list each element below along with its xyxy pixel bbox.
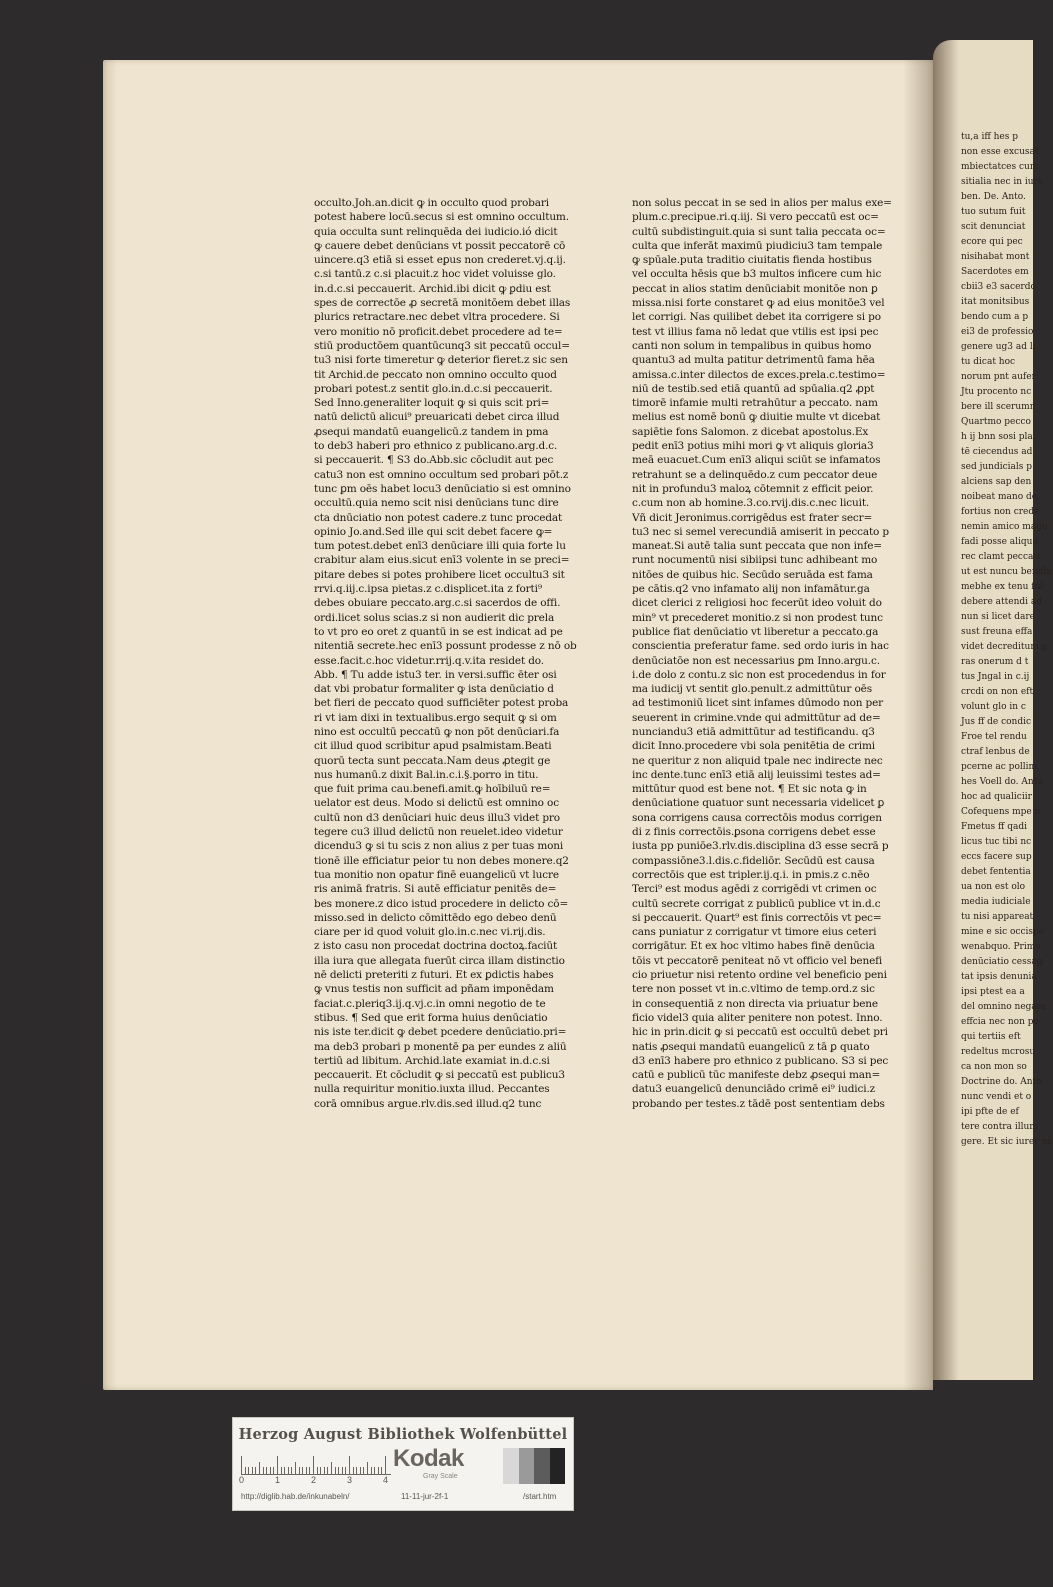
facing-page-line: itat monitsibus bbox=[961, 297, 1030, 307]
text-line: cio priuetur nisi retento ordine vel beneficio peni bbox=[632, 969, 887, 982]
facing-page-line: alciens sap den bbox=[961, 477, 1032, 487]
library-name: Herzog August Bibliothek Wolfenbüttel bbox=[238, 1426, 568, 1443]
text-line: faciat.c.pleriq3.ij.q.vj.c.in omni negotio de te bbox=[314, 997, 546, 1010]
gray-patch bbox=[550, 1448, 566, 1484]
ruler-tick bbox=[338, 1467, 339, 1474]
text-line: plurics retractare.nec debet vltra procedere. Si bbox=[314, 311, 560, 324]
facing-page-line: cbii3 e3 sacerdo bbox=[961, 282, 1036, 292]
text-line: natis ꝓsequi mandatū euangelicū z tā ꝑ quato bbox=[632, 1040, 870, 1053]
facing-page-line: tuo sutum fuit bbox=[961, 207, 1026, 217]
ruler-tick bbox=[263, 1467, 264, 1474]
ruler-tick bbox=[320, 1467, 321, 1474]
text-line: natū delictū alicui⁹ preuaricati debet circa illud bbox=[314, 411, 560, 424]
facing-page-line: ei3 de professio bbox=[961, 327, 1034, 337]
ruler-tick bbox=[324, 1467, 325, 1474]
ruler-number: 4 bbox=[383, 1475, 389, 1485]
text-line: nino est occultū peccatū ꝙ non pōt denūciari.fa bbox=[314, 725, 560, 738]
text-line: c.cum non ab homine.3.co.rvij.dis.c.nec licuit. bbox=[632, 497, 870, 510]
text-line: pe cātis.q2 vno infamato alij non infamātur.ga bbox=[632, 583, 870, 596]
text-line: ꝙ cauere debet denūcians vt possit peccatorē cō bbox=[314, 239, 566, 252]
ruler-tick bbox=[353, 1467, 354, 1474]
facing-page-line: videt decreditum g bbox=[961, 642, 1048, 652]
text-line: bes monere.z dico istud procedere in delicto cō= bbox=[314, 897, 569, 910]
text-line: mittūtur quod est bene not. ¶ Et sic nota ꝙ in bbox=[632, 783, 867, 796]
facing-page-line: Jtu procento nc bbox=[961, 387, 1032, 397]
text-line: misso.sed in delicto cōmittēdo ego debeo denū bbox=[314, 911, 557, 924]
text-line: quorū tecta sunt peccata.Nam deus ꝓtegit ge bbox=[314, 754, 551, 767]
text-line: retrahunt se a delinquēdo.z cum peccator deue bbox=[632, 468, 878, 481]
ruler-tick bbox=[252, 1467, 253, 1474]
text-line: stiū productōem quantūcunq3 sit peccatū occul= bbox=[314, 339, 570, 352]
facing-page-line: ras onerum d t bbox=[961, 657, 1029, 667]
ruler-tick bbox=[248, 1467, 249, 1474]
text-line: di z finis correctōis.ꝑsona corrigens debet esse bbox=[632, 826, 876, 839]
text-line: cultū secrete corrigat z publicū publice vt in.d.c bbox=[632, 897, 881, 910]
text-line: cultū subdistinguit.quia si sunt talia peccata oc= bbox=[632, 225, 886, 238]
facing-page-line: fortius non crede bbox=[961, 507, 1040, 517]
text-line: nunciandu3 etiā admittūtur ad testificandu. q3 bbox=[632, 725, 875, 738]
facing-page-line: del omnino negare bbox=[961, 1002, 1047, 1012]
text-line: tionē ille efficiatur peior tu non debes monere.q2 bbox=[314, 854, 569, 867]
ruler-tick bbox=[345, 1467, 346, 1474]
facing-page-line: ben. De. Anto. bbox=[961, 192, 1026, 202]
facing-page-line: sust freuna effa bbox=[961, 627, 1033, 637]
ruler-tick bbox=[266, 1467, 267, 1474]
text-line: crabitur alam eius.sicut enī3 volente in se preci= bbox=[314, 554, 570, 567]
facing-page-line: bendo cum a p bbox=[961, 312, 1029, 322]
text-line: uincere.q3 etiā si esset eꝑus non crederet.vj.q.ij. bbox=[314, 254, 566, 267]
facing-page-line: Fmetus ff qadi bbox=[961, 822, 1028, 832]
ruler-tick bbox=[270, 1467, 271, 1474]
text-line: ri vt iam dixi in textualibus.ergo sequit ꝙ si om bbox=[314, 711, 557, 724]
facing-page-line: noibeat mano de bbox=[961, 492, 1038, 502]
facing-page-line: h ij bnn sosi pla bbox=[961, 432, 1033, 442]
text-line: vel occulta hēsis que b3 multos inficere cum hic bbox=[632, 268, 882, 281]
ruler-tick bbox=[342, 1467, 343, 1474]
text-line: peccauerit. Et cōcludit ꝙ si peccatū est publicu3 bbox=[314, 1069, 565, 1082]
text-line: cultū non d3 denūciari huic deus illu3 videt pro bbox=[314, 811, 560, 824]
text-line: runt nocumentū nisi sibiipsi tunc adhibeant mo bbox=[632, 554, 878, 567]
facing-page-line: sitialia nec in iure bbox=[961, 177, 1044, 187]
ruler-tick bbox=[259, 1462, 260, 1474]
text-line: probari potest.z sentit glo.in.d.c.si peccauerit. bbox=[314, 382, 553, 395]
text-line: dat vbi probatur formaliter ꝙ ista denūciatio d bbox=[314, 683, 554, 696]
facing-page-line: ipsi ptest ea a bbox=[961, 987, 1025, 997]
text-line: tua monitio non opatur finē euangelicū vt lucre bbox=[314, 868, 559, 881]
text-line: si peccauerit. Quart⁹ est finis correctōis vt pec= bbox=[632, 911, 882, 924]
facing-page-line: hes Voell do. Anto. bbox=[961, 777, 1046, 787]
text-line: tit Archid.de peccato non omnino occulto quod bbox=[314, 368, 557, 381]
ruler-tick bbox=[335, 1467, 336, 1474]
text-line: ad testimoniū licet sint infames dūmodo non per bbox=[632, 697, 884, 710]
shelfmark: 11-11-jur-2f-1 bbox=[401, 1492, 449, 1501]
text-line: tum potest.debet enī3 denūciare illi quia forte lu bbox=[314, 540, 566, 553]
facing-page-line: crcdi on non eft bbox=[961, 687, 1034, 697]
ruler-tick bbox=[349, 1456, 350, 1474]
facing-page-line: tere contra illum bbox=[961, 1122, 1038, 1132]
text-line: tu3 nisi forte timeretur ꝙ deterior fieret.z sic sen bbox=[314, 354, 568, 367]
ruler-number: 2 bbox=[311, 1475, 317, 1485]
facing-page-line: effcia nec non po bbox=[961, 1017, 1039, 1027]
gray-scale-label: Gray Scale bbox=[423, 1473, 458, 1480]
text-line: Terci⁹ est modus agēdi z corrigēdi vt crimen oc bbox=[632, 883, 877, 896]
ruler-tick bbox=[281, 1467, 282, 1474]
ruler-tick bbox=[284, 1467, 285, 1474]
text-line: Abb. ¶ Tu adde istu3 ter. in versi.suffic ēter osi bbox=[314, 668, 557, 681]
text-line: z isto casu non procedat doctrina doctoꝝ.faciūt bbox=[314, 940, 558, 953]
facing-page-line: tat ipsis denunia bbox=[961, 972, 1037, 982]
text-line: corā omnibus argue.rlv.dis.sed illud.q2 tunc bbox=[314, 1097, 542, 1110]
text-line: dicendu3 ꝙ si tu scis z non alius z per tuas moni bbox=[314, 840, 564, 853]
facing-page-line: ua non est olo bbox=[961, 882, 1026, 892]
text-line: probando per testes.z tādē post sententiam debs bbox=[632, 1097, 885, 1110]
text-line: tunc ꝑm oēs habet locu3 denūciatio si est omnino bbox=[314, 482, 571, 495]
start-file[interactable]: /start.htm bbox=[523, 1492, 557, 1501]
ruler-tick bbox=[255, 1467, 256, 1474]
facing-page-line: genere ug3 ad li bbox=[961, 342, 1036, 352]
text-line: conscientia preferatur fame. sed ordo iuris in hac bbox=[632, 640, 889, 653]
ruler-tick bbox=[378, 1467, 379, 1474]
text-line: illa iura que allegata fuerūt circa illam distinctio bbox=[314, 954, 565, 967]
ruler-tick bbox=[291, 1467, 292, 1474]
facing-page-text bbox=[961, 130, 1053, 1170]
ruler-tick bbox=[309, 1467, 310, 1474]
text-line: tertiū ad libitum. Archid.late examiat in.d.c.si bbox=[314, 1054, 550, 1067]
facing-page-line: nisihabat mont bbox=[961, 252, 1030, 262]
left-text-column bbox=[314, 196, 576, 1136]
text-line: cit illud quod scribitur apud psalmistam.Beati bbox=[314, 740, 552, 753]
text-line: ꝓsequi mandatū euangelicū.z tandem in pma bbox=[314, 425, 549, 438]
text-line: ma deb3 probari p monentē ꝑa per eundes z aliū bbox=[314, 1040, 567, 1053]
text-line: esse.facit.c.hoc videtur.rrij.q.v.ita residet do. bbox=[314, 654, 544, 667]
ruler-tick bbox=[288, 1467, 289, 1474]
ruler-numbers bbox=[241, 1475, 391, 1487]
facing-page bbox=[933, 40, 1053, 1380]
ruler-tick bbox=[367, 1462, 368, 1474]
text-line: nit in profundu3 maloꝝ cōtemnit z efficit peior. bbox=[632, 482, 874, 495]
text-line: bet fieri de peccato quod sufficiēter potest proba bbox=[314, 697, 569, 710]
facing-page-line: tu dicat hoc bbox=[961, 357, 1016, 367]
ruler-tick bbox=[295, 1462, 296, 1474]
facing-page-line: ctraf lenbus de bbox=[961, 747, 1030, 757]
facing-page-line: Sacerdotes em bbox=[961, 267, 1029, 277]
text-line: corrigātur. Et ex hoc vltimo habes finē denūcia bbox=[632, 940, 875, 953]
card-footer bbox=[233, 1492, 573, 1506]
text-line: correctōis que est tripler.ij.q.i. in pmis.z c.nēo bbox=[632, 868, 870, 881]
text-line: to deb3 haberi pro ethnico z publicano.arg.d.c. bbox=[314, 440, 558, 453]
text-line: cta dnūciatio non potest cadere.z tunc procedat bbox=[314, 511, 563, 524]
gray-patch bbox=[519, 1448, 535, 1484]
scan-target-card bbox=[232, 1417, 574, 1511]
text-line: opinio Jo.and.Sed ille qui scit debet facere ꝙ= bbox=[314, 525, 553, 538]
facing-page-line: fadi posse aliquo bbox=[961, 537, 1038, 547]
text-line: nitentiā secrete.hec enī3 possunt prodesse z nō ob bbox=[314, 640, 577, 653]
text-line: occultū.quia nemo scit nisi denūcians tunc dire bbox=[314, 497, 559, 510]
text-line: catu3 non est omnino occultum sed probari pōt.z bbox=[314, 468, 569, 481]
ruler-scale bbox=[241, 1448, 391, 1475]
facing-page-line: nemin amico magu bbox=[961, 522, 1048, 532]
text-line: catū e publicū tūc manifeste debz ꝓsequi man= bbox=[632, 1069, 881, 1082]
text-line: ordi.licet solus scias.z si non audierit dic prela bbox=[314, 611, 555, 624]
text-line: iusta pp puniōe3.rlv.dis.disciplina d3 esse secrā p bbox=[632, 840, 889, 853]
facing-page-line: mine e sic occispe bbox=[961, 927, 1045, 937]
facing-page-line: ecore qui pec bbox=[961, 237, 1023, 247]
text-line: c.si tantū.z c.si placuit.z hoc videt voluisse glo. bbox=[314, 268, 556, 281]
facing-page-line: ut est nuncu benifin bbox=[961, 567, 1053, 577]
facing-page-line: denūciatio cessag bbox=[961, 957, 1043, 967]
text-line: Sed Inno.generaliter loquit ꝙ si quis scit pri= bbox=[314, 397, 550, 410]
text-line: nitōes de quibus hic. Secūdo seruāda est fama bbox=[632, 568, 873, 581]
text-line: canti non solum in tempalibus in quibus homo bbox=[632, 339, 872, 352]
text-line: denūciatione quatuor sunt necessaria videlicet ꝑ bbox=[632, 797, 885, 810]
facing-page-line: nun si licet dare bbox=[961, 612, 1035, 622]
text-line: potest habere locū.secus si est omnino occultum. bbox=[314, 211, 569, 224]
text-line: hic in prin.dicit ꝙ si peccatū est occultū debet pri bbox=[632, 1026, 888, 1039]
facing-page-line: bere ill scerumn bbox=[961, 402, 1036, 412]
ruler-tick bbox=[363, 1467, 364, 1474]
text-line: ris animā fratris. Si autē efficiatur penitēs de= bbox=[314, 883, 557, 896]
text-line: stibus. ¶ Sed que erit forma huius denūciatio bbox=[314, 1011, 548, 1024]
ruler-tick bbox=[299, 1467, 300, 1474]
text-line: in.d.c.si peccauerit. Archid.ibi dicit ꝙ ꝑdiu est bbox=[314, 282, 551, 295]
facing-page-line: debet fententia bbox=[961, 867, 1031, 877]
text-line: si peccauerit. ¶ S3 do.Abb.sic cōcludit aut pec bbox=[314, 454, 554, 467]
text-line: ma iudicij vt sentit glo.penult.z admittūtur oēs bbox=[632, 683, 872, 696]
right-text-column bbox=[632, 196, 892, 1126]
ruler-tick bbox=[277, 1456, 278, 1474]
facing-page-line: debere attendi ad bbox=[961, 597, 1043, 607]
facing-page-line: tus Jngal in c.ij bbox=[961, 672, 1030, 682]
text-line: compassiōne3.l.dis.c.fideliōr. Secūdū est causa bbox=[632, 854, 875, 867]
facing-page-line: Quartmo pecco bbox=[961, 417, 1031, 427]
text-line: occulto.Joh.an.dicit ꝙ in occulto quod probari bbox=[314, 197, 549, 209]
text-line: test vt illius fama nō ledat que vtilis est ipsi pec bbox=[632, 325, 879, 338]
text-line: i.de dolo z contu.z sic non est procedendus in for bbox=[632, 668, 886, 681]
text-line: pitare debes si potes prohibere licet occultu3 sit bbox=[314, 568, 565, 581]
facing-page-line: gere. Et sic iurer no bbox=[961, 1137, 1053, 1147]
text-line: ciare per id quod voluit glo.in.c.nec vi.rij.dis. bbox=[314, 926, 546, 939]
text-line: ficio videl3 quia aliter penitere non potest. Inno. bbox=[632, 1011, 883, 1024]
ruler-tick bbox=[360, 1467, 361, 1474]
text-line: plum.c.precipue.ri.q.iij. Si vero peccatū est oc= bbox=[632, 211, 879, 224]
text-line: non solus peccat in se sed in alios per malus exe= bbox=[632, 197, 892, 209]
text-line: Vñ dicit Jeronimus.corrigēdus est frater secr= bbox=[632, 511, 873, 524]
ruler-tick bbox=[317, 1467, 318, 1474]
text-line: dicit Inno.procedere vbi sola penitētia de crimi bbox=[632, 740, 876, 753]
ruler-tick bbox=[327, 1467, 328, 1474]
text-line: quia occulta sunt relinquēda dei iudicio.ió dicit bbox=[314, 225, 558, 238]
text-line: ꝙ spūale.puta traditio ciuitatis fienda hostibus bbox=[632, 254, 872, 267]
facing-page-line: eccs facere sup bbox=[961, 852, 1032, 862]
text-line: niū de testib.sed etiā quantū ad spūalia.q2 ꝓpt bbox=[632, 382, 875, 395]
gray-patch bbox=[534, 1448, 550, 1484]
facing-page-line: nunc vendi et o bbox=[961, 1092, 1032, 1102]
text-line: seuerent in crimine.vnde qui admittūtur ad de= bbox=[632, 711, 881, 724]
text-line: uelator est deus. Modo si delictū est omnino oc bbox=[314, 797, 559, 810]
text-line: nē delicti preteriti z futuri. Et ex ꝑdictis habes bbox=[314, 969, 554, 982]
facing-page-line: scit denunciat bbox=[961, 222, 1026, 232]
facing-page-line: tu nisi appareat bbox=[961, 912, 1034, 922]
facing-page-line: Cofequens mpe n bbox=[961, 807, 1041, 817]
gray-patch bbox=[503, 1448, 519, 1484]
text-line: tere non posset vt in.c.vltimo de temp.ord.z sic bbox=[632, 983, 875, 996]
text-line: dicet clerici z religiosi hoc fecerūt ideo voluit do bbox=[632, 597, 882, 610]
text-line: debes obuiare peccato.arg.c.si sacerdos de offi. bbox=[314, 597, 561, 610]
ruler-number: 3 bbox=[347, 1475, 353, 1485]
ruler-tick bbox=[381, 1467, 382, 1474]
facing-page-line: Froe tel rendu bbox=[961, 732, 1027, 742]
facing-page-line: pcerne ac pollim bbox=[961, 762, 1038, 772]
facing-page-line: norum pnt aufer bbox=[961, 372, 1036, 382]
facing-page-line: redeltus mcrosu bbox=[961, 1047, 1036, 1057]
text-line: tegere cu3 illud delictū non reuelet.ideo videtur bbox=[314, 826, 563, 839]
text-line: d3 enī3 habere pro ethnico z publicano. S3 si pec bbox=[632, 1054, 889, 1067]
text-line: missa.nisi forte constaret ꝙ ad eius monitōe3 vel bbox=[632, 297, 885, 310]
text-line: min⁹ vt precederet monitio.z si non prodest tunc bbox=[632, 611, 883, 624]
text-line: let corrigi. Nas quilibet debet ita corrigere si po bbox=[632, 311, 881, 324]
facing-page-line: mbiectatces cum bbox=[961, 162, 1039, 172]
ruler-tick bbox=[306, 1467, 307, 1474]
ruler-tick bbox=[385, 1456, 386, 1474]
text-line: nulla requiritur monitio.iuxta illud. Peccantes bbox=[314, 1083, 550, 1096]
text-line: tu3 nec si semel verecundiā amiserit in peccato p bbox=[632, 525, 889, 538]
text-line: peccat in alios statim denūciabit monitōe non ꝑ bbox=[632, 282, 878, 295]
kodak-logo: Kodak bbox=[393, 1445, 464, 1472]
text-line: ne queritur z non aliquid tpale nec indirecte nec bbox=[632, 754, 883, 767]
text-line: rrvi.q.iij.c.ipsa pietas.z c.displicet.ita z forti⁹ bbox=[314, 583, 542, 596]
facing-page-line: qui tertiis eft bbox=[961, 1032, 1021, 1042]
facing-page-line: ca non mon so bbox=[961, 1062, 1027, 1072]
text-line: ꝙ vnus testis non sufficit ad pñam imponēdam bbox=[314, 983, 554, 996]
facing-page-line: media iudiciale bbox=[961, 897, 1031, 907]
text-line: sapiētie fons Salomon. z dicebat apostolus.Ex bbox=[632, 425, 869, 438]
facing-page-line: tē ciecendus ad bbox=[961, 447, 1033, 457]
text-line: melius est nomē bonū ꝙ diuitie multe vt dicebat bbox=[632, 411, 881, 424]
facing-page-line: tu,a iff hes p bbox=[961, 132, 1018, 142]
text-line: pedit enī3 potius mihi mori ꝙ vt aliquis gloria3 bbox=[632, 440, 874, 453]
facing-page-line: ipi pfte de ef bbox=[961, 1107, 1019, 1117]
text-line: nis iste ter.dicit ꝙ debet pcedere denūciatio.pri= bbox=[314, 1026, 567, 1039]
ruler-tick bbox=[273, 1467, 274, 1474]
text-line: timorē infamie multi retrahūtur a peccato. nam bbox=[632, 397, 878, 410]
facing-page-line: hoc ad qualiciir bbox=[961, 792, 1032, 802]
facing-page-line: non esse excusat bbox=[961, 147, 1039, 157]
ruler-tick bbox=[371, 1467, 372, 1474]
facing-page-line: rec clamt peccati bbox=[961, 552, 1040, 562]
ruler-tick bbox=[302, 1467, 303, 1474]
facing-page-line: Doctrine do. Anto. bbox=[961, 1077, 1045, 1087]
text-line: culta que inferāt maximū piudiciu3 tam tempale bbox=[632, 239, 883, 252]
text-line: maneat.Si autē talia sunt peccata que non infe= bbox=[632, 540, 882, 553]
text-line: cans puniatur z corrigatur vt timore eius ceteri bbox=[632, 926, 877, 939]
facing-page-line: sed jundicials p bbox=[961, 462, 1032, 472]
text-line: in consequentiā z non directa via priuatur bene bbox=[632, 997, 878, 1010]
text-line: vero monitio nō proficit.debet procedere ad te= bbox=[314, 325, 563, 338]
text-line: inc dente.tunc enī3 etiā alij leuissimi testes ad= bbox=[632, 768, 881, 781]
facing-page-line: licus tuc tibi nc bbox=[961, 837, 1032, 847]
ruler-tick bbox=[331, 1462, 332, 1474]
ruler-tick bbox=[374, 1467, 375, 1474]
text-line: to vt pro eo oret z quantū in se est indicat ad pe bbox=[314, 625, 563, 638]
text-line: nus humanū.z dixit Bal.in.c.i.§.porro in titu. bbox=[314, 768, 539, 781]
facing-page-line: mebhe ex tenu ful bbox=[961, 582, 1044, 592]
facing-page-line: Jus ff de condic bbox=[961, 717, 1032, 727]
ruler-tick bbox=[241, 1456, 242, 1474]
text-line: denūciatōe non est necessarius ꝑm Inno.argu.c. bbox=[632, 654, 880, 667]
text-line: publice fiat denūciatio vt liberetur a peccato.ga bbox=[632, 625, 879, 638]
ruler-number: 1 bbox=[275, 1475, 281, 1485]
ruler-tick bbox=[356, 1467, 357, 1474]
text-line: que fuit prima cau.benefi.amit.ꝙ hoībiluū re= bbox=[314, 783, 551, 796]
text-line: sona corrigens causa correctōis modus corrigen bbox=[632, 811, 882, 824]
ruler-number: 0 bbox=[239, 1475, 245, 1485]
text-line: meā euacuet.Cum enī3 aliqui sciūt se infamatos bbox=[632, 454, 881, 467]
ruler-tick bbox=[245, 1467, 246, 1474]
text-line: amissa.c.inter dilectos de exces.prela.c.testimo= bbox=[632, 368, 886, 381]
ruler-tick bbox=[313, 1456, 314, 1474]
text-line: tōis vt peccatorē peniteat nō vt officio vel benefi bbox=[632, 954, 883, 967]
facing-page-line: wenabquo. Primo bbox=[961, 942, 1041, 952]
text-line: spes de correctōe ꝓ secretā monitōem debet illas bbox=[314, 297, 571, 310]
gray-scale-blocks bbox=[503, 1448, 565, 1484]
facing-page-line: volunt glo in c bbox=[961, 702, 1026, 712]
digital-library-url[interactable]: http://diglib.hab.de/inkunabeln/ bbox=[241, 1492, 350, 1501]
text-line: datu3 euangelicū denunciādo crimē ei⁹ iudici.z bbox=[632, 1083, 876, 1096]
text-line: quantu3 ad multa patitur detrimentū fama hēa bbox=[632, 354, 875, 367]
